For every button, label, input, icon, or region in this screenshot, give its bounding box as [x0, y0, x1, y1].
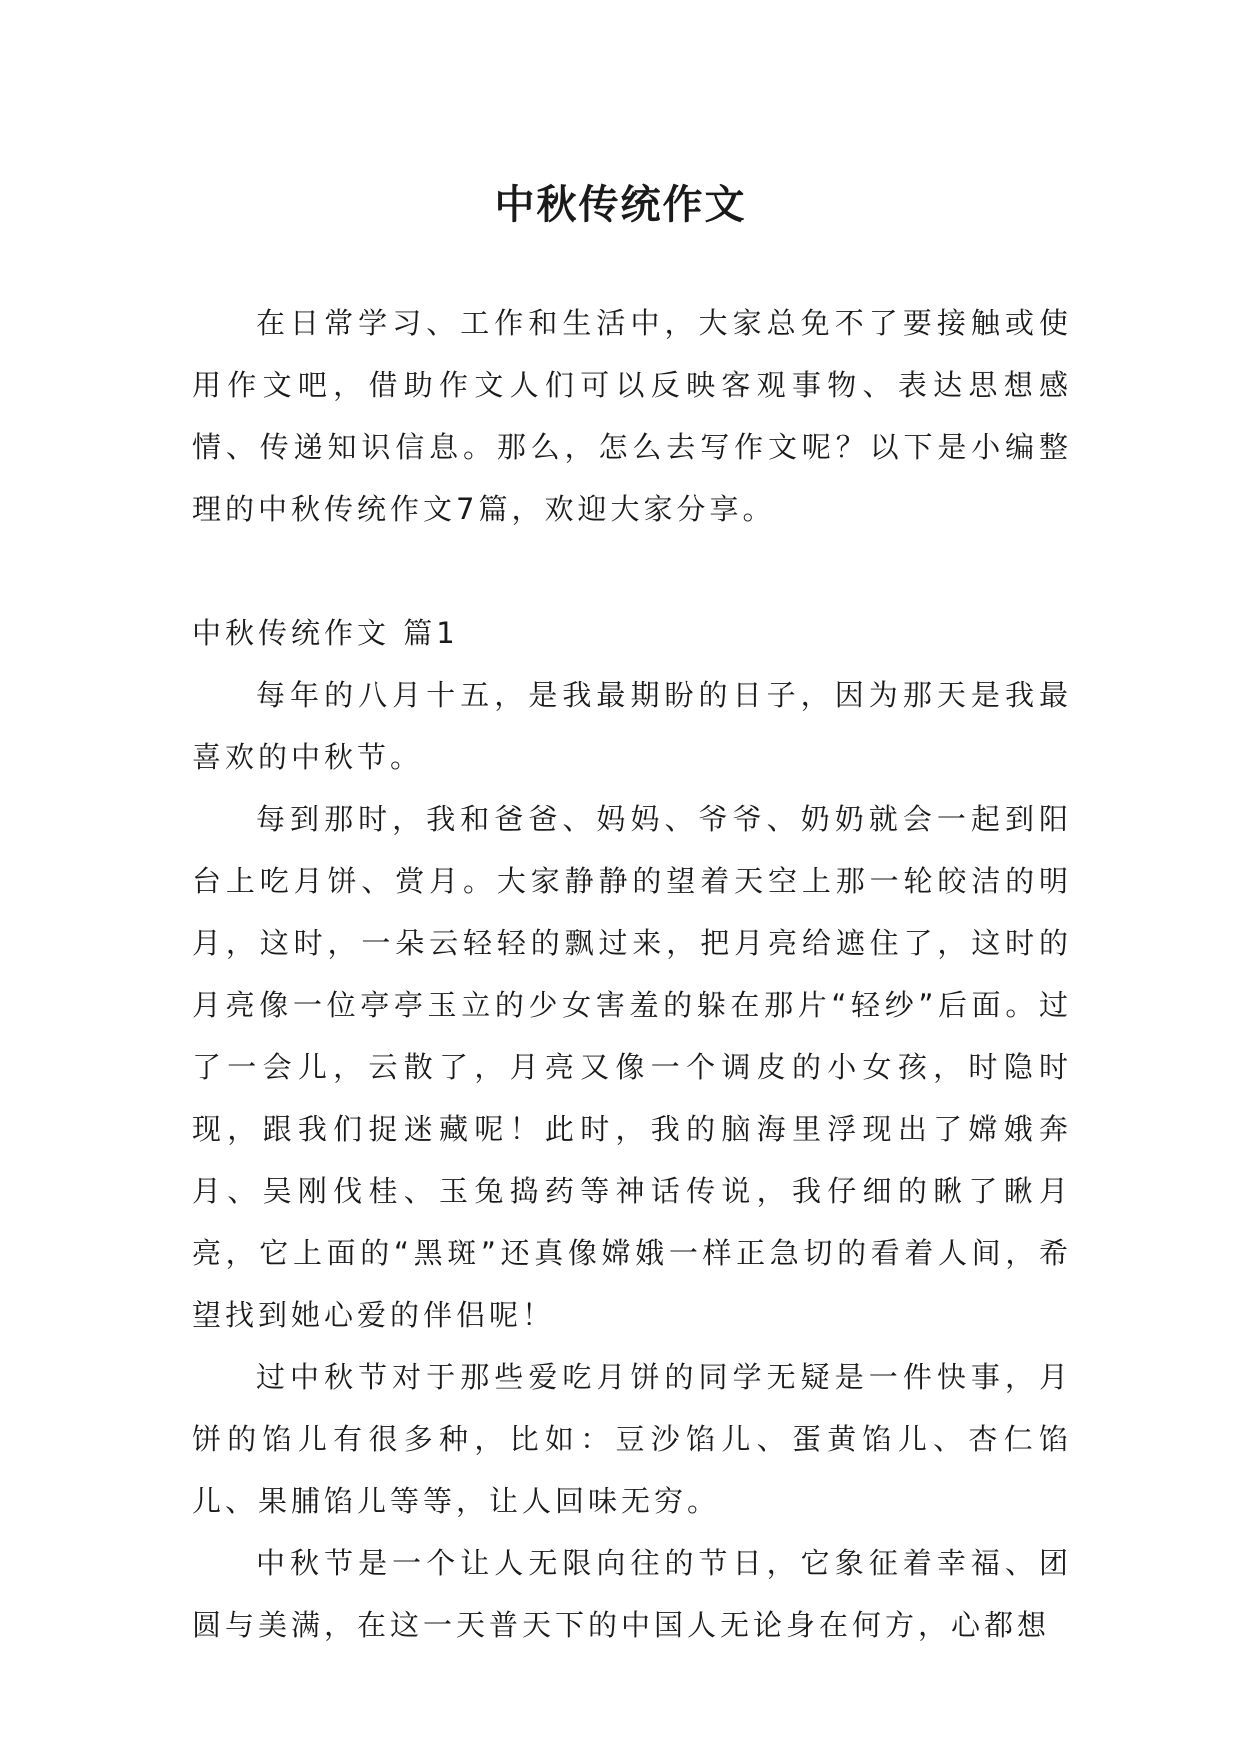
intro-paragraph: 在日常学习、工作和生活中，大家总免不了要接触或使用作文吧，借助作文人们可以反映客观事物、表达思想感情、传递知识信息。那么，怎么去写作文呢？以下是小编整理的中秋传统作文7篇，欢迎大家分享。	[192, 306, 1072, 526]
body-paragraph-3: 过中秋节对于那些爱吃月饼的同学无疑是一件快事，月饼的馅儿有很多种，比如：豆沙馅儿、蛋黄馅儿、杏仁馅儿、果脯馅儿等等，让人回味无穷。	[192, 1360, 1072, 1518]
body-paragraph-2: 每到那时，我和爸爸、妈妈、爷爷、奶奶就会一起到阳台上吃月饼、赏月。大家静静的望着天空上那一轮皎洁的明月，这时，一朵云轻轻的飘过来，把月亮给遮住了，这时的月亮像一位亭亭玉立的少女害羞的躲在那片“轻纱”后面。过了一会儿，云散了，月亮又像一个调皮的小女孩，时隐时现，跟我们捉迷藏呢！此时，我的脑海里浮现出了嫦娥奔月、吴刚伐桂、玉兔捣药等神话传说，我仔细的瞅了瞅月亮，它上面的“黑斑”还真像嫦娥一样正急切的看着人间，希望找到她心爱的伴侣呢！	[192, 802, 1072, 1332]
document-body	[192, 292, 1072, 1656]
body-paragraph-4: 中秋节是一个让人无限向往的节日，它象征着幸福、团圆与美满，在这一天普天下的中国人无论身在何方，心都想	[192, 1546, 1072, 1642]
document-title: 中秋传统作文	[494, 180, 747, 228]
body-paragraph-1: 每年的八月十五，是我最期盼的日子，因为那天是我最喜欢的中秋节。	[192, 678, 1072, 774]
section-heading: 中秋传统作文 篇1	[192, 616, 459, 650]
